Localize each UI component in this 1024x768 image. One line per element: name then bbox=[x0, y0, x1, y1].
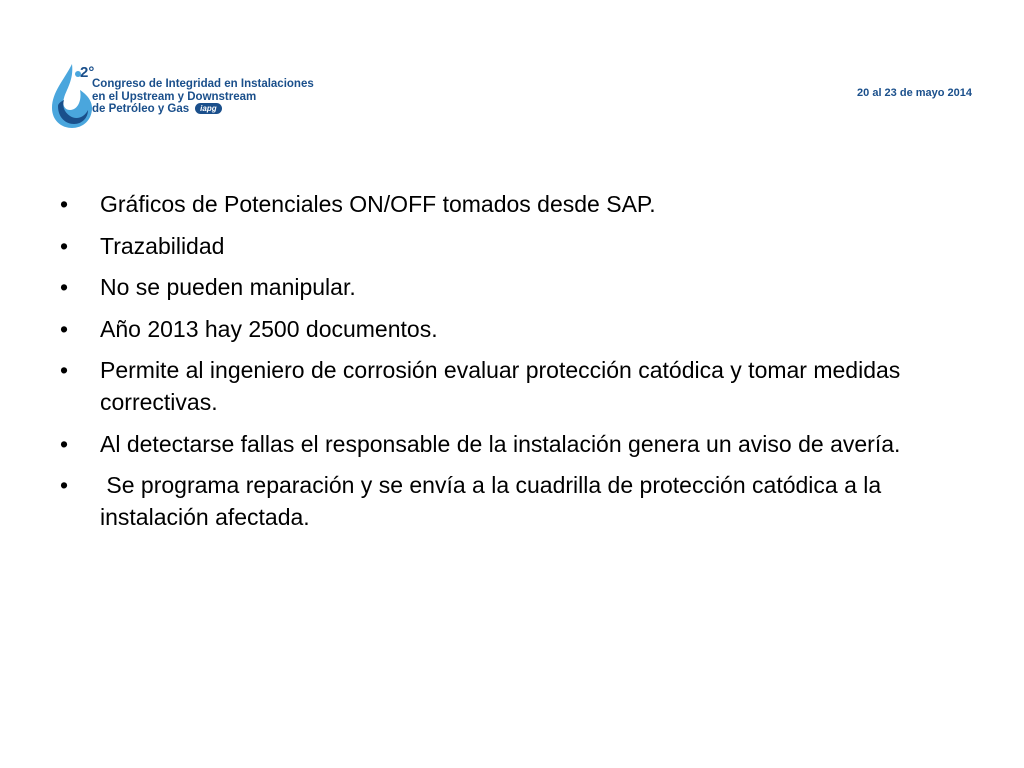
bullet-marker: • bbox=[60, 274, 69, 300]
iapg-badge: iapg bbox=[195, 103, 221, 114]
bullet-item bbox=[60, 428, 970, 460]
logo-line-3 bbox=[92, 103, 314, 116]
bullet-marker: • bbox=[60, 191, 69, 217]
bullet-item bbox=[60, 188, 970, 220]
bullet-item bbox=[60, 271, 970, 303]
bullet-text: No se pueden manipular. bbox=[100, 274, 356, 300]
bullet-list bbox=[60, 188, 970, 543]
bullet-marker: • bbox=[60, 472, 69, 498]
bullet-marker: • bbox=[60, 232, 69, 259]
congress-logo bbox=[50, 60, 340, 130]
event-date: 20 al 23 de mayo 2014 bbox=[857, 87, 972, 99]
bullet-item bbox=[60, 354, 970, 418]
bullet-marker: • bbox=[60, 315, 69, 342]
bullet-item bbox=[60, 230, 970, 262]
bullet-marker: • bbox=[60, 430, 69, 457]
bullet-text: Permite al ingeniero de corrosión evaluar protección catódica y tomar medidas correctivas. bbox=[100, 357, 901, 415]
logo-text bbox=[92, 78, 314, 116]
logo-line-2: en el Upstream y Downstream bbox=[92, 90, 257, 103]
bullet-item bbox=[60, 469, 970, 533]
bullet-text: Se programa reparación y se envía a la cuadrilla de protección catódica a la instalación afectada. bbox=[100, 472, 888, 530]
logo-line-1: Congreso de Integridad en Instalaciones bbox=[92, 78, 314, 90]
bullet-text: Gráficos de Potenciales ON/OFF tomados desde SAP. bbox=[100, 191, 656, 217]
bullet-text: Al detectarse fallas el responsable de la instalación genera un aviso de avería. bbox=[100, 430, 901, 457]
bullet-text: Trazabilidad bbox=[100, 232, 225, 259]
logo-line-3-text: de Petróleo y Gas bbox=[92, 103, 190, 115]
bullet-item bbox=[60, 313, 970, 345]
bullet-text: Año 2013 hay 2500 documentos. bbox=[100, 315, 438, 342]
logo-edition-number: 2° bbox=[80, 64, 95, 81]
bullet-marker: • bbox=[60, 357, 69, 383]
